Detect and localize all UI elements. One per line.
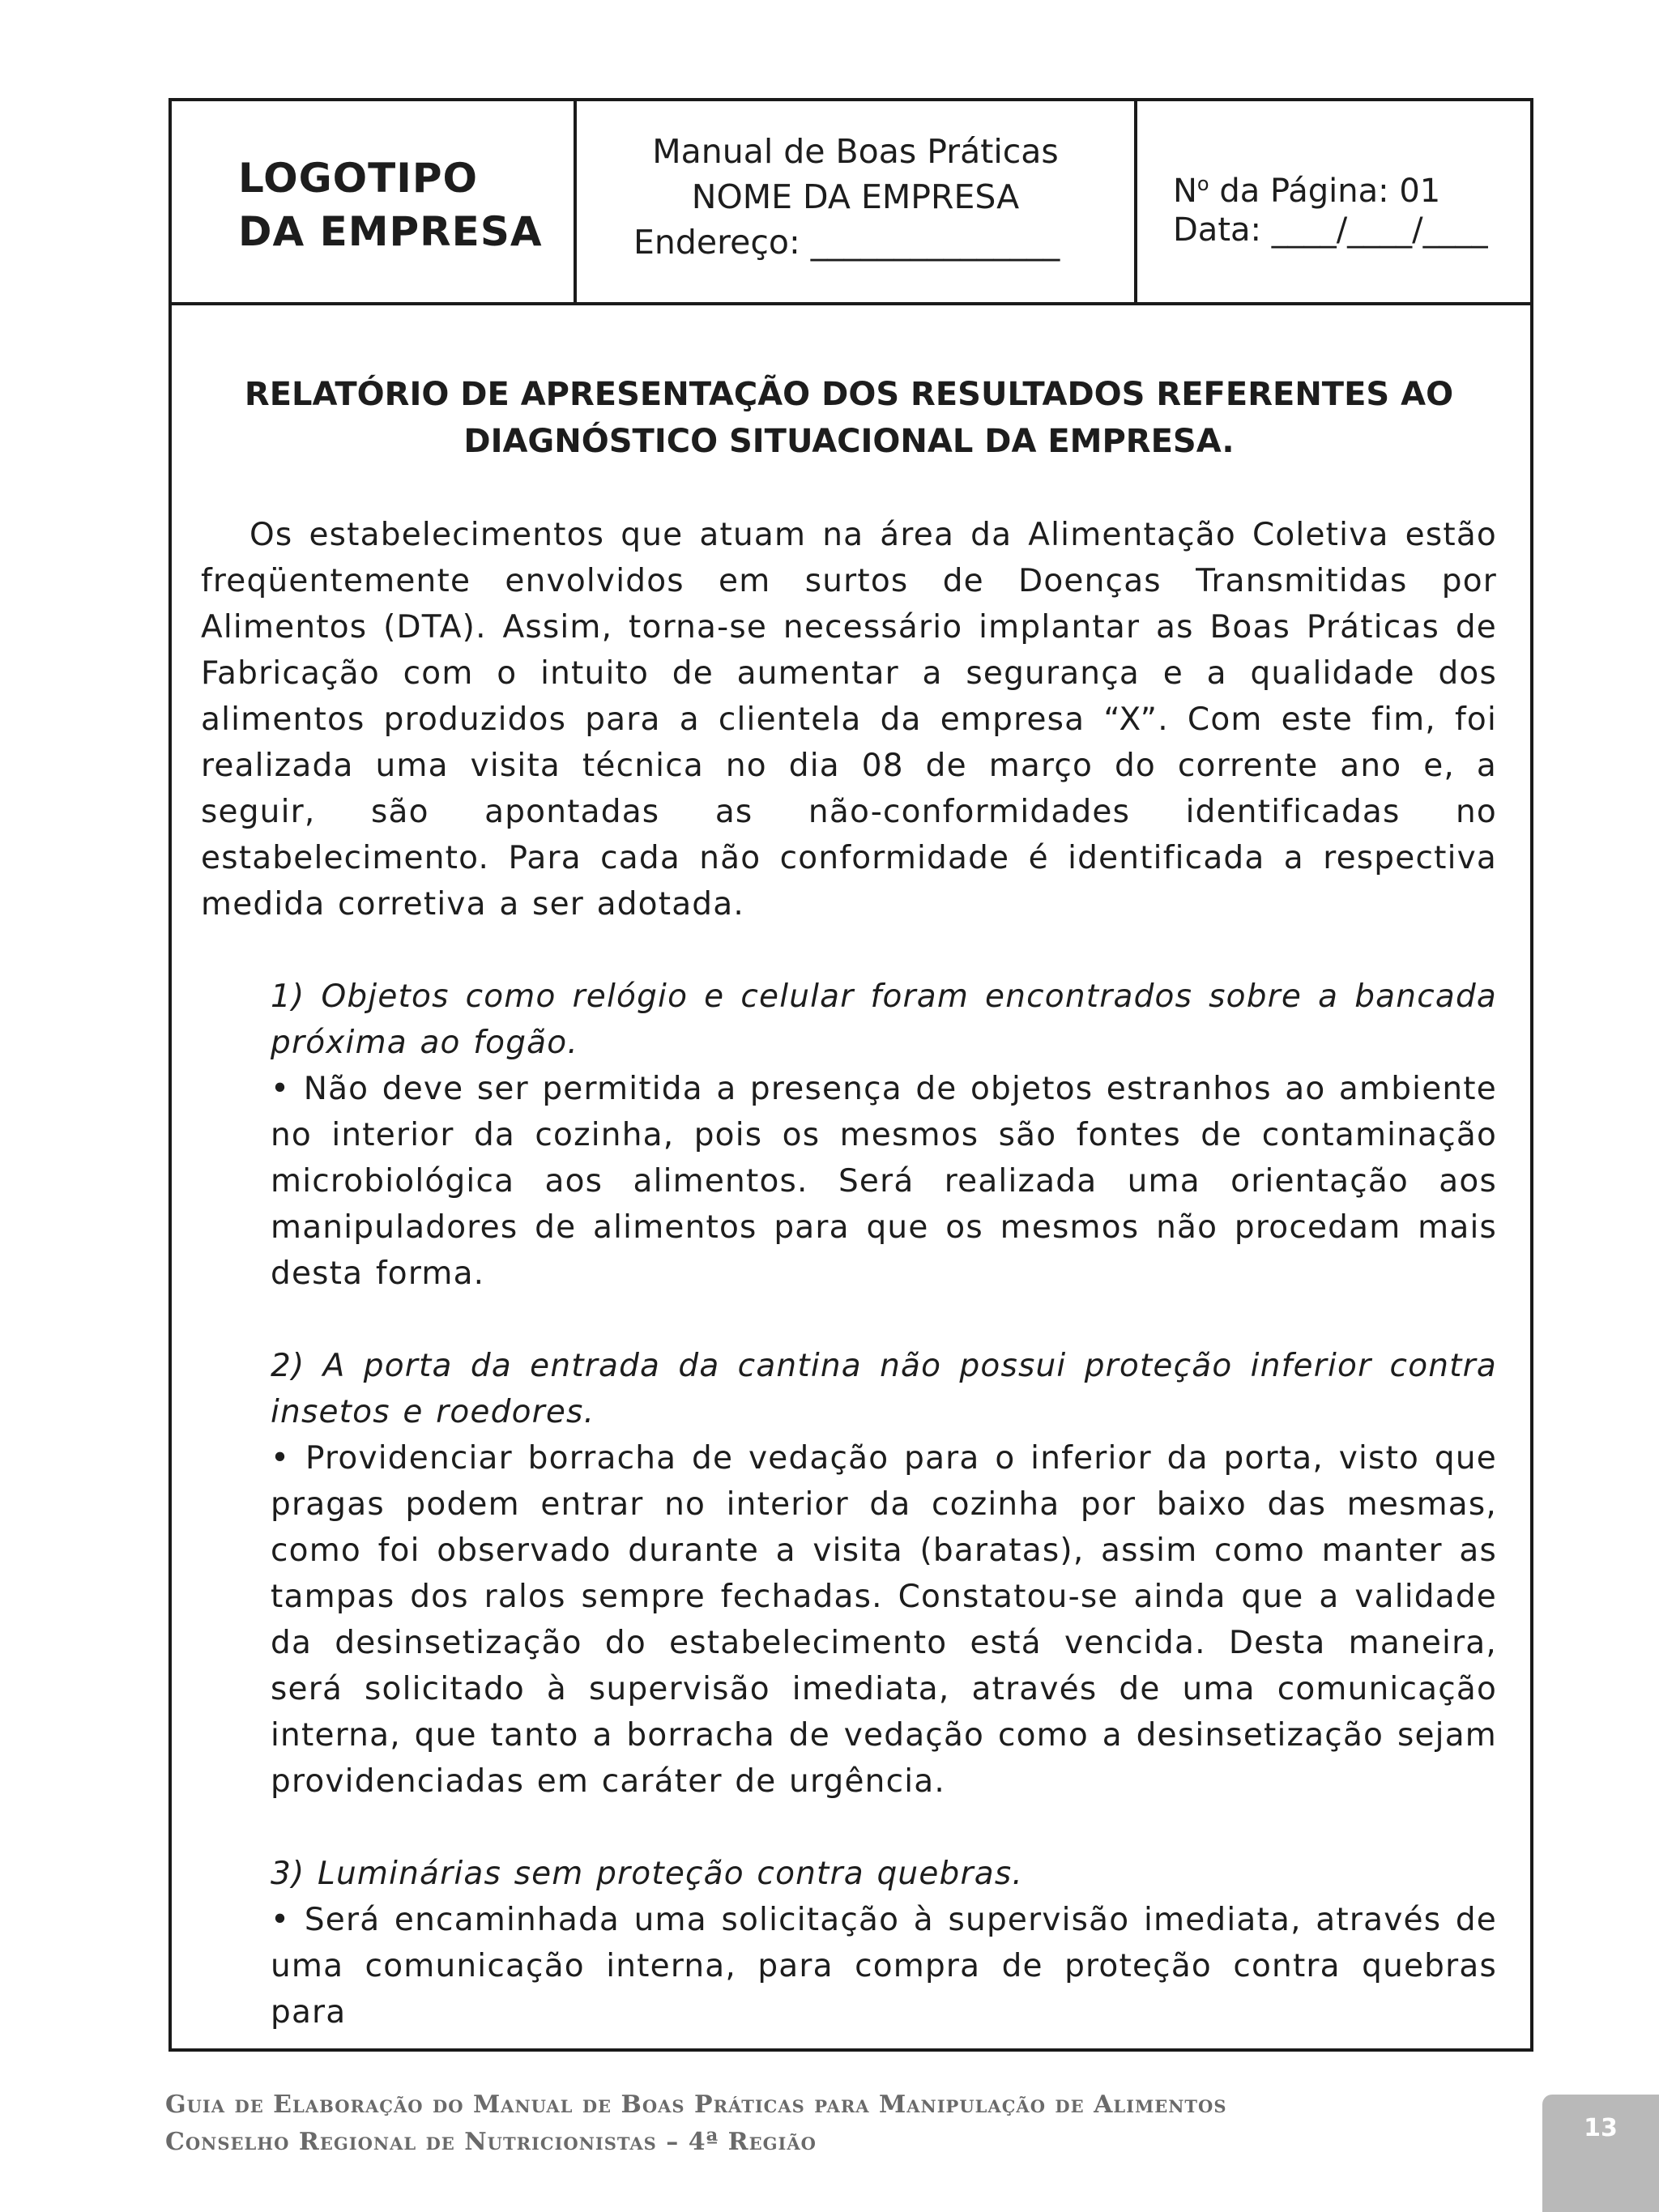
company-address: Endereço: _______________: [633, 223, 1060, 262]
footer-guide-title: Guia de Elaboração do Manual de Boas Práticas para Manipulação de Alimentos: [165, 2091, 1227, 2119]
document-title: [201, 371, 1497, 465]
footer-council-name: Conselho Regional de Nutricionistas – 4ª Região: [165, 2128, 817, 2156]
manual-title: Manual de Boas Práticas: [652, 132, 1059, 171]
page-info: [1173, 164, 1488, 249]
page-footer: [165, 2086, 1227, 2161]
page-label-superscript: o: [1196, 173, 1209, 195]
item-body: • Providenciar borracha de vedação para o inferior da porta, visto que pragas podem entrar no interior da cozinha por baixo das mesmas, como foi observado durante a visita (baratas), assim como manter as tampas dos ralos sempre fechadas. Constatou-se ainda que a validade da desinsetização do estabelecimento está vencida. Desta maneira, será solicitado à supervisão imediata, através de uma comunicação interna, que tanto a borracha de vedação como a desinsetização sejam providenciadas em caráter de urgência.: [271, 1440, 1497, 1800]
item-title: 2) A porta da entrada da cantina não possui proteção inferior contra insetos e roedores.: [271, 1348, 1497, 1430]
item-title: 3) Luminárias sem proteção contra quebras.: [271, 1856, 1023, 1892]
item-body: • Não deve ser permitida a presença de objetos estranhos ao ambiente no interior da cozinha, pois os mesmos são fontes de contaminação microbiológica aos alimentos. Será realizada uma orientação aos manipuladores de alimentos para que os mesmos não procedam mais desta forma.: [271, 1071, 1497, 1292]
page-label-rest: da Página: 01: [1209, 173, 1441, 210]
company-cell: [577, 101, 1137, 302]
list-item: [271, 1851, 1497, 2035]
page-number: 13: [1584, 2114, 1618, 2142]
logo-line-1: LOGOTIPO: [238, 155, 478, 202]
document-content: [201, 371, 1497, 2082]
nonconformity-list: [201, 974, 1497, 2035]
list-item: [271, 974, 1497, 1297]
form-header: [172, 101, 1530, 305]
title-line-2: DIAGNÓSTICO SITUACIONAL DA EMPRESA.: [463, 423, 1235, 460]
page-label-prefix: N: [1173, 173, 1197, 210]
title-line-1: RELATÓRIO DE APRESENTAÇÃO DOS RESULTADOS REFERENTES AO: [244, 376, 1454, 413]
item-title: 1) Objetos como relógio e celular foram encontrados sobre a bancada próxima ao fogão.: [271, 978, 1497, 1061]
company-info: [577, 129, 1134, 265]
company-name: NOME DA EMPRESA: [691, 177, 1020, 216]
logo-line-2: DA EMPRESA: [238, 208, 543, 255]
page-info-cell: [1137, 101, 1533, 302]
page-number-label: [1173, 164, 1488, 211]
intro-paragraph: Os estabelecimentos que atuam na área da Alimentação Coletiva estão freqüentemente envolvidos em surtos de Doenças Transmitidas por Alimentos (DTA). Assim, torna-se necessário implantar as Boas Práticas de Fabricação com o intuito de aumentar a segurança e a qualidade dos alimentos produzidos para a clientela da empresa “X”. Com este fim, foi realizada uma visita técnica no dia 08 de março do corrente ano e, a seguir, são apontadas as não-conformidades identificadas no estabelecimento. Para cada não conformidade é identificada a respectiva medida corretiva a ser adotada.: [201, 517, 1497, 923]
company-logo-placeholder: [238, 151, 543, 258]
date-field: Data: ____/____/____: [1173, 211, 1488, 249]
logo-cell: [172, 101, 577, 302]
list-item: [271, 1343, 1497, 1805]
item-body: • Será encaminhada uma solicitação à supervisão imediata, através de uma comunicação interna, para compra de proteção contra quebras para: [271, 1902, 1497, 2031]
page-number-tab: [1542, 2095, 1659, 2212]
